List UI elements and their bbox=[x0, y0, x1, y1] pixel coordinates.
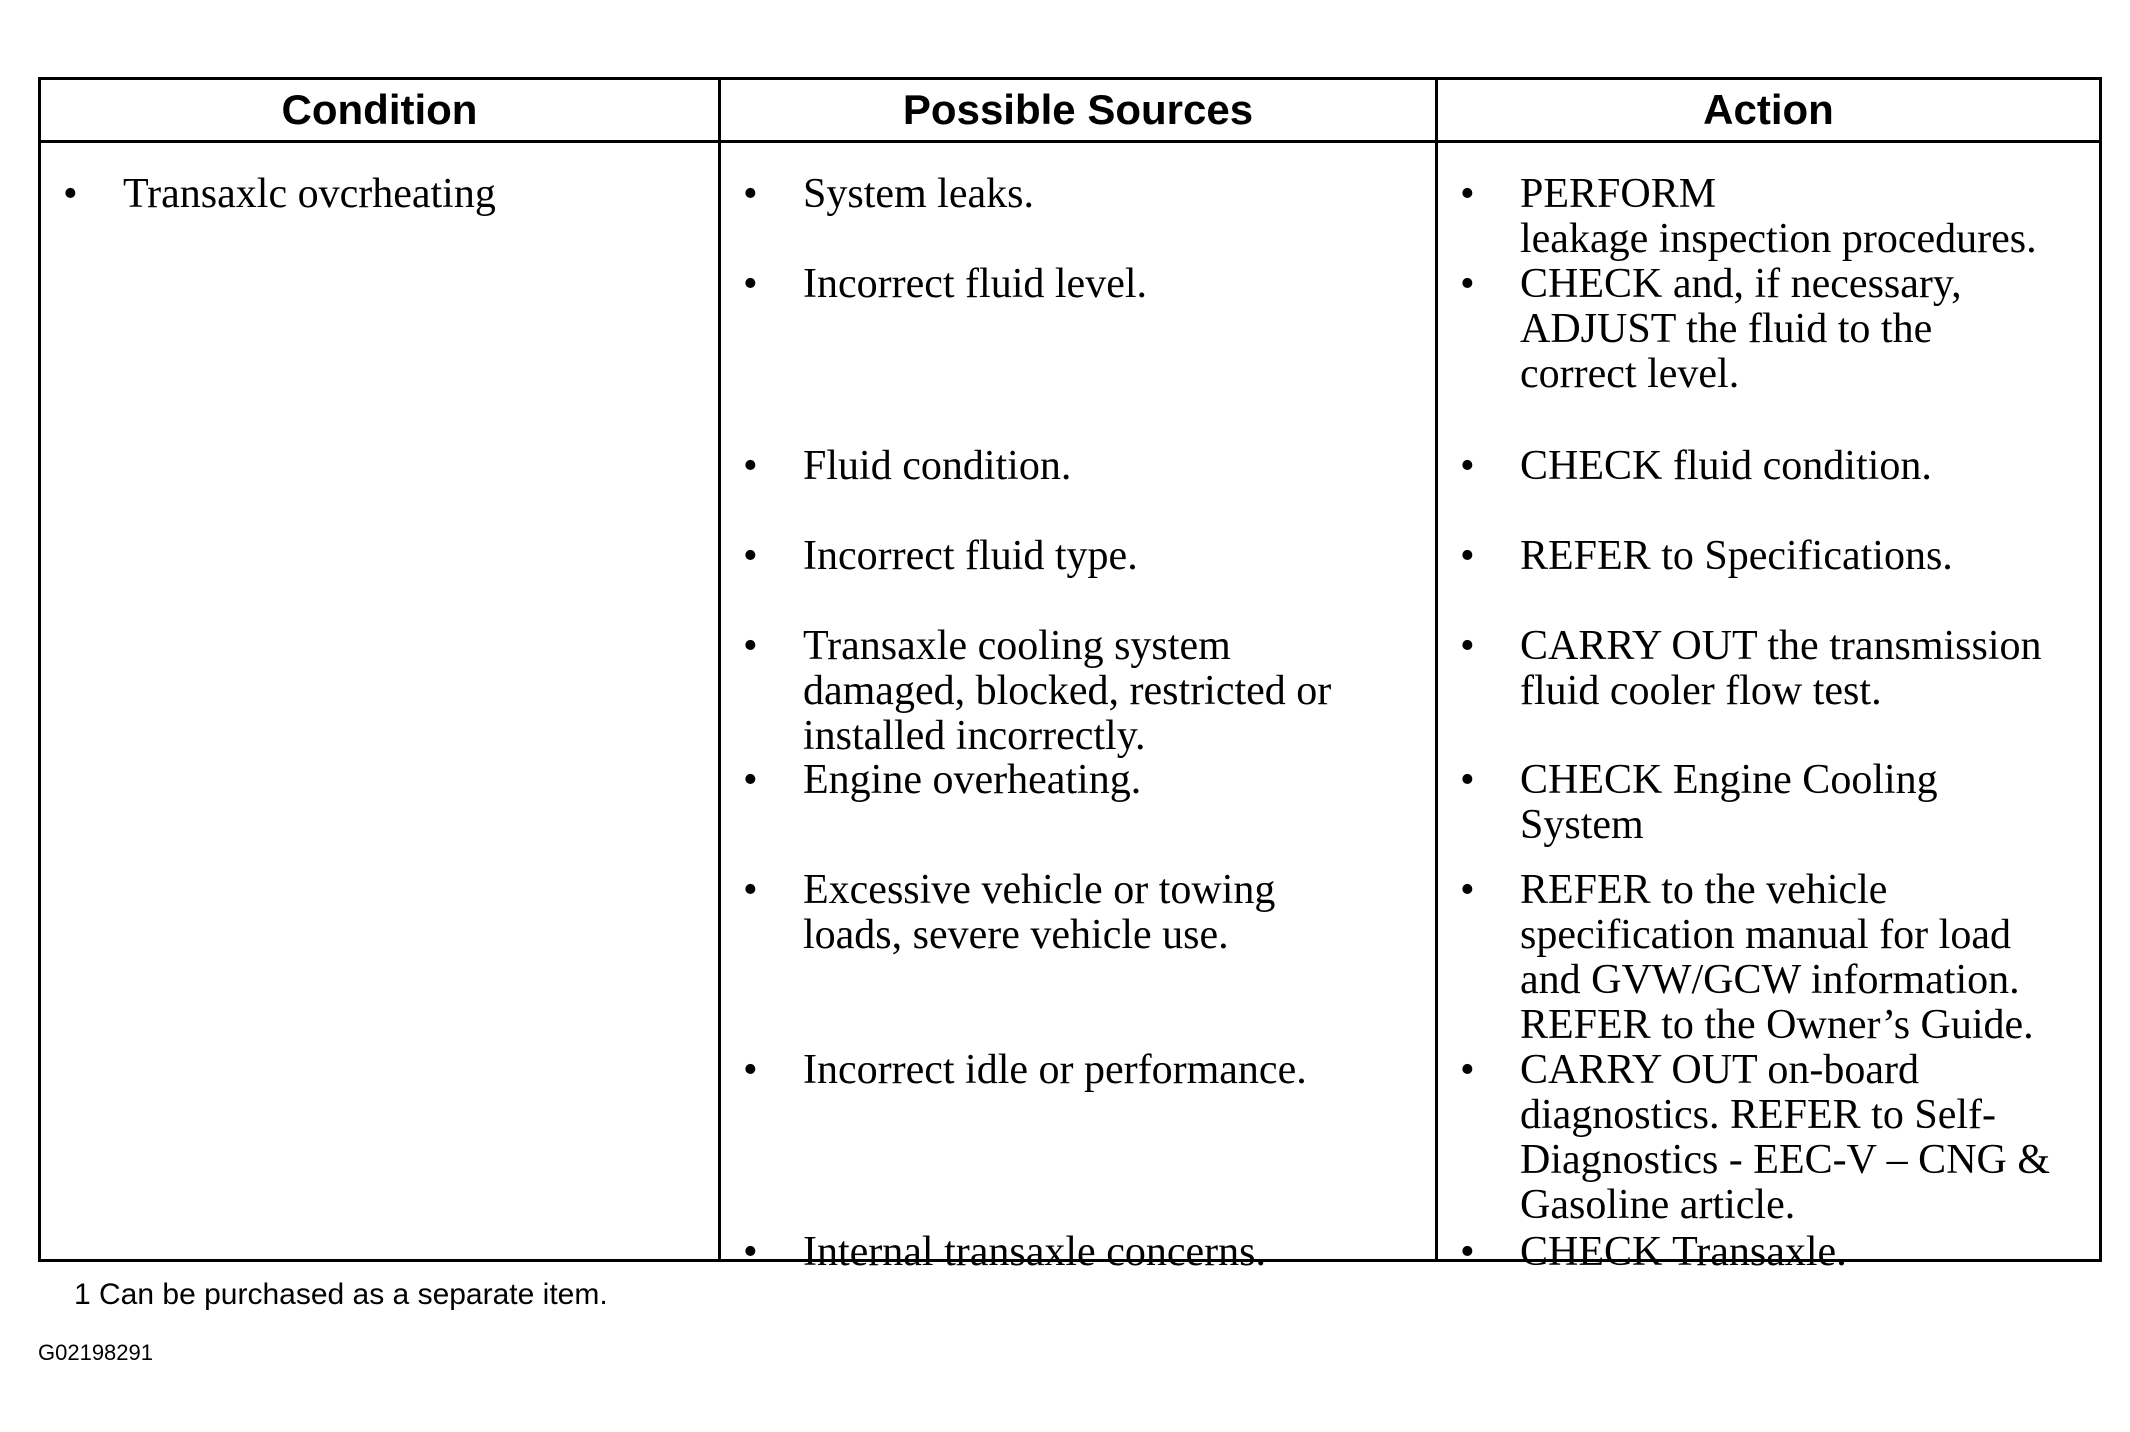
text-line: fluid cooler flow test. bbox=[1520, 668, 1882, 714]
text-line: Transaxle cooling system bbox=[803, 623, 1231, 669]
text-line: CHECK Engine Cooling bbox=[1520, 757, 1938, 803]
condition-item-text bbox=[123, 172, 710, 217]
text-line: ADJUST the fluid to the bbox=[1520, 306, 1933, 352]
actions-item-text bbox=[1520, 868, 2091, 1048]
text-line: CARRY OUT the transmission bbox=[1520, 623, 2042, 669]
header-action: Action bbox=[1703, 86, 1834, 133]
text-line: Incorrect fluid type. bbox=[803, 533, 1138, 579]
text-line: CHECK Transaxle. bbox=[1520, 1229, 1847, 1275]
actions-item-text bbox=[1520, 624, 2091, 714]
sources-item-text bbox=[803, 262, 1427, 307]
bullet: • bbox=[1460, 171, 1475, 217]
bullet: • bbox=[63, 171, 78, 217]
text-line: Diagnostics - EEC-V – CNG & bbox=[1520, 1137, 2051, 1183]
actions-item-text bbox=[1520, 262, 2091, 397]
bullet: • bbox=[743, 757, 758, 803]
bullet: • bbox=[743, 443, 758, 489]
text-line: REFER to the vehicle bbox=[1520, 867, 1888, 913]
footnote: 1 Can be purchased as a separate item. bbox=[74, 1278, 608, 1311]
text-line: REFER to the Owner’s Guide. bbox=[1520, 1002, 2034, 1048]
header-condition: Condition bbox=[281, 86, 478, 133]
bullet: • bbox=[743, 261, 758, 307]
text-line: Engine overheating. bbox=[803, 757, 1142, 803]
text-line: Incorrect fluid level. bbox=[803, 261, 1147, 307]
text-line: Incorrect idle or performance. bbox=[803, 1047, 1307, 1093]
action-column bbox=[1438, 143, 2099, 1275]
text-line: REFER to Specifications. bbox=[1520, 533, 1953, 579]
sources-item-text bbox=[803, 1230, 1427, 1275]
bullet: • bbox=[1460, 757, 1475, 803]
actions-item-text bbox=[1520, 758, 2091, 848]
text-line: Internal transaxle concerns. bbox=[803, 1229, 1266, 1275]
actions-item-text bbox=[1520, 172, 2091, 262]
text-line: loads, severe vehicle use. bbox=[803, 912, 1229, 958]
bullet: • bbox=[743, 1229, 758, 1275]
bullet: • bbox=[1460, 1047, 1475, 1093]
header-possible-sources: Possible Sources bbox=[902, 86, 1254, 133]
sources-item-text bbox=[803, 868, 1427, 958]
possible-sources-column bbox=[721, 143, 1435, 1275]
sources-item-text bbox=[803, 1048, 1427, 1093]
condition-column bbox=[41, 143, 718, 1259]
sources-item-text bbox=[803, 444, 1427, 489]
bullet: • bbox=[743, 171, 758, 217]
bullet: • bbox=[743, 867, 758, 913]
figure-id: G02198291 bbox=[38, 1340, 153, 1365]
text-line: diagnostics. REFER to Self- bbox=[1520, 1092, 1996, 1138]
text-line: specification manual for load bbox=[1520, 912, 2011, 958]
bullet: • bbox=[1460, 443, 1475, 489]
text-line: CHECK and, if necessary, bbox=[1520, 261, 1962, 307]
diagnosis-table bbox=[38, 77, 2102, 1275]
actions-item-text bbox=[1520, 534, 2091, 579]
sources-item-text bbox=[803, 172, 1427, 217]
sources-item-text bbox=[803, 758, 1427, 803]
actions-item-text bbox=[1520, 1230, 2091, 1275]
text-line: CHECK fluid condition. bbox=[1520, 443, 1932, 489]
text-line: installed incorrectly. bbox=[803, 713, 1146, 759]
sources-item-text bbox=[803, 534, 1427, 579]
text-line: System leaks. bbox=[803, 171, 1034, 217]
text-line: CARRY OUT on-board bbox=[1520, 1047, 1919, 1093]
bullet: • bbox=[1460, 261, 1475, 307]
text-line: Transaxlc ovcrheating bbox=[123, 171, 496, 217]
actions-item-text bbox=[1520, 444, 2091, 489]
text-line: damaged, blocked, restricted or bbox=[803, 668, 1332, 714]
bullet: • bbox=[743, 1047, 758, 1093]
actions-item-text bbox=[1520, 1048, 2091, 1228]
text-line: leakage inspection procedures. bbox=[1520, 216, 2037, 262]
text-line: PERFORM bbox=[1520, 171, 1717, 217]
text-line: correct level. bbox=[1520, 351, 1740, 397]
bullet: • bbox=[1460, 1229, 1475, 1275]
bullet: • bbox=[743, 623, 758, 669]
text-line: Gasoline article. bbox=[1520, 1182, 1796, 1228]
text-line: and GVW/GCW information. bbox=[1520, 957, 2020, 1003]
text-line: System bbox=[1520, 802, 1644, 848]
text-line: Fluid condition. bbox=[803, 443, 1072, 489]
bullet: • bbox=[743, 533, 758, 579]
bullet: • bbox=[1460, 623, 1475, 669]
bullet: • bbox=[1460, 533, 1475, 579]
text-line: Excessive vehicle or towing bbox=[803, 867, 1276, 913]
sources-item-text bbox=[803, 624, 1427, 759]
bullet: • bbox=[1460, 867, 1475, 913]
